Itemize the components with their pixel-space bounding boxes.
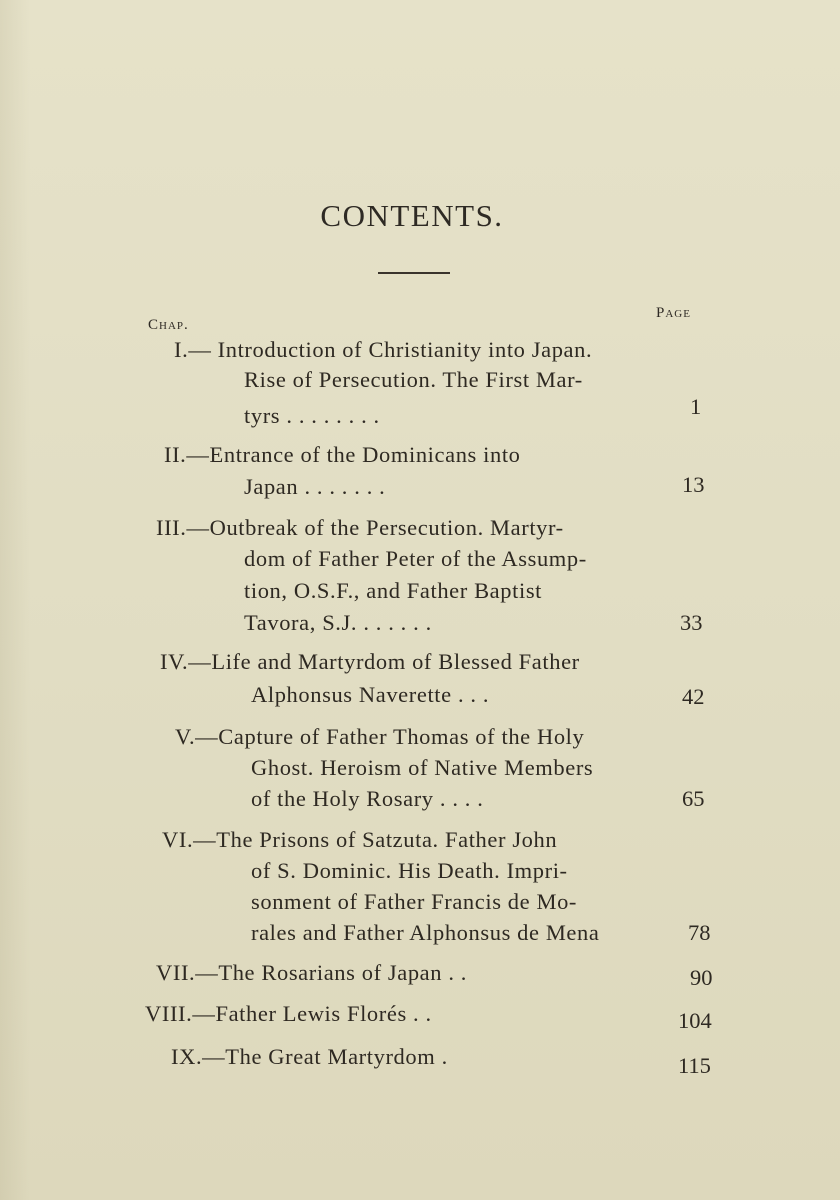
toc-page-number: 1 [690, 394, 702, 419]
toc-page-number: 42 [682, 684, 705, 709]
toc-page-number: 65 [682, 786, 705, 811]
toc-line: VI.—The Prisons of Satzuta. Father John [162, 827, 558, 852]
chapter-column-header: Chap. [148, 317, 189, 333]
toc-line: tyrs . . . . . . . . [244, 403, 380, 428]
toc-line: Alphonsus Naverette . . . [251, 682, 490, 707]
toc-line: V.—Capture of Father Thomas of the Holy [175, 724, 585, 749]
toc-line: rales and Father Alphonsus de Mena [251, 920, 600, 945]
toc-page-number: 78 [688, 920, 711, 945]
toc-line: dom of Father Peter of the Assump- [244, 546, 587, 571]
toc-page-number: 90 [690, 965, 713, 990]
toc-line: of S. Dominic. His Death. Impri- [251, 858, 568, 883]
toc-page-number: 104 [678, 1008, 712, 1033]
toc-line: II.—Entrance of the Dominicans into [164, 442, 521, 467]
toc-line: IV.—Life and Martyrdom of Blessed Father [160, 649, 580, 674]
toc-line: III.—Outbreak of the Persecution. Martyr- [156, 515, 564, 540]
toc-line: sonment of Father Francis de Mo- [251, 889, 578, 914]
toc-line: of the Holy Rosary . . . . [251, 786, 484, 811]
toc-line: VII.—The Rosarians of Japan . . [156, 960, 468, 985]
toc-page-number: 33 [680, 610, 703, 635]
toc-line: Tavora, S.J. . . . . . . [244, 610, 432, 635]
toc-line: Japan . . . . . . . [244, 474, 386, 499]
title-rule [378, 272, 450, 274]
toc-line: tion, O.S.F., and Father Baptist [244, 578, 543, 603]
toc-line: IX.—The Great Martyrdom . [171, 1044, 448, 1069]
toc-line: I.— Introduction of Christianity into Japan. [174, 337, 593, 362]
toc-line: Rise of Persecution. The First Mar- [244, 367, 583, 392]
page-title: CONTENTS. [320, 198, 504, 233]
toc-page-number: 13 [682, 472, 705, 497]
toc-line: VIII.—Father Lewis Florés . . [145, 1001, 432, 1026]
toc-page-number: 115 [678, 1053, 711, 1078]
page-column-header: Page [656, 305, 691, 321]
toc-line: Ghost. Heroism of Native Members [251, 755, 594, 780]
